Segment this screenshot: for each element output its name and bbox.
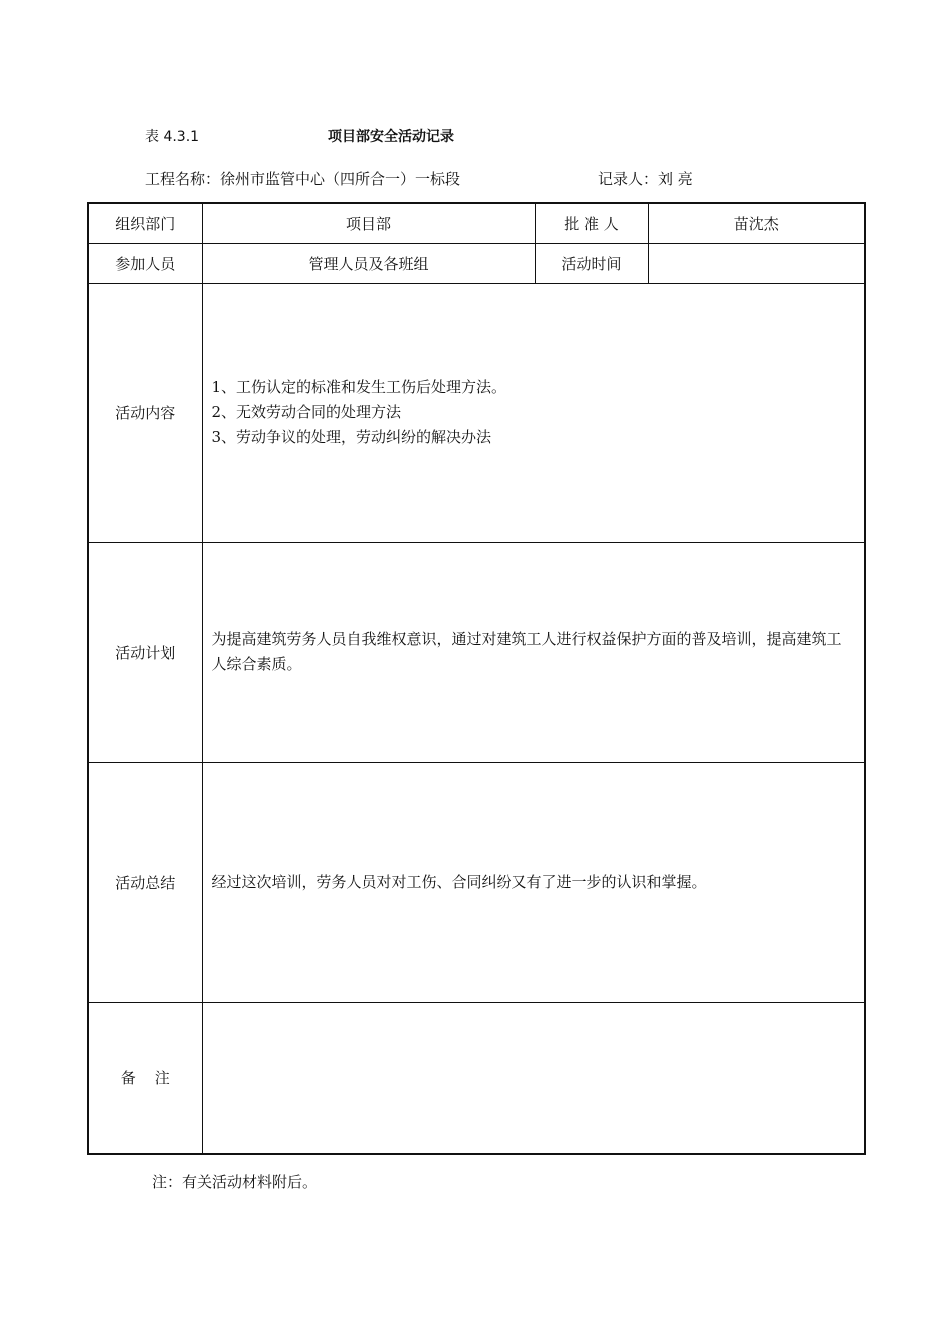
activity-time-label: 活动时间 [535, 243, 648, 283]
approver-value: 苗沈杰 [648, 203, 865, 243]
activity-record-table [87, 202, 866, 1155]
table-row [88, 243, 865, 283]
activity-content-line: 1、工伤认定的标准和发生工伤后处理方法。 [211, 378, 507, 396]
remarks-label: 备 注 [88, 1002, 202, 1154]
activity-content-label: 活动内容 [88, 283, 202, 542]
participants-label: 参加人员 [88, 243, 202, 283]
activity-plan-label: 活动计划 [88, 542, 202, 762]
table-row [88, 762, 865, 1002]
activity-summary-label: 活动总结 [88, 762, 202, 1002]
activity-plan-text: 为提高建筑劳务人员自我维权意识，通过对建筑工人进行权益保护方面的普及培训，提高建筑工人综合素质。 [202, 542, 865, 762]
project-name: 工程名称：徐州市监管中心（四所合一）一标段 [145, 170, 461, 188]
table-row [88, 1002, 865, 1154]
activity-time-value [648, 243, 865, 283]
org-dept-label: 组织部门 [88, 203, 202, 243]
page-title: 项目部安全活动记录 [328, 129, 454, 145]
activity-content-line: 3、劳动争议的处理，劳动纠纷的解决办法 [211, 428, 492, 446]
table-code: 表 4.3.1 [145, 129, 200, 145]
activity-content-line: 2、无效劳动合同的处理方法 [211, 403, 402, 421]
footer-note: 注：有关活动材料附后。 [152, 1173, 318, 1191]
approver-label: 批 准 人 [535, 203, 648, 243]
org-dept-value: 项目部 [202, 203, 535, 243]
participants-value: 管理人员及各班组 [202, 243, 535, 283]
activity-summary-text: 经过这次培训，劳务人员对对工伤、合同纠纷又有了进一步的认识和掌握。 [202, 762, 865, 1002]
remarks-text [202, 1002, 865, 1154]
table-row [88, 542, 865, 762]
activity-content-cell [202, 283, 865, 542]
table-row [88, 283, 865, 542]
recorder-name: 记录人：刘 亮 [598, 170, 693, 188]
table-header [145, 126, 454, 146]
table-row [88, 203, 865, 243]
